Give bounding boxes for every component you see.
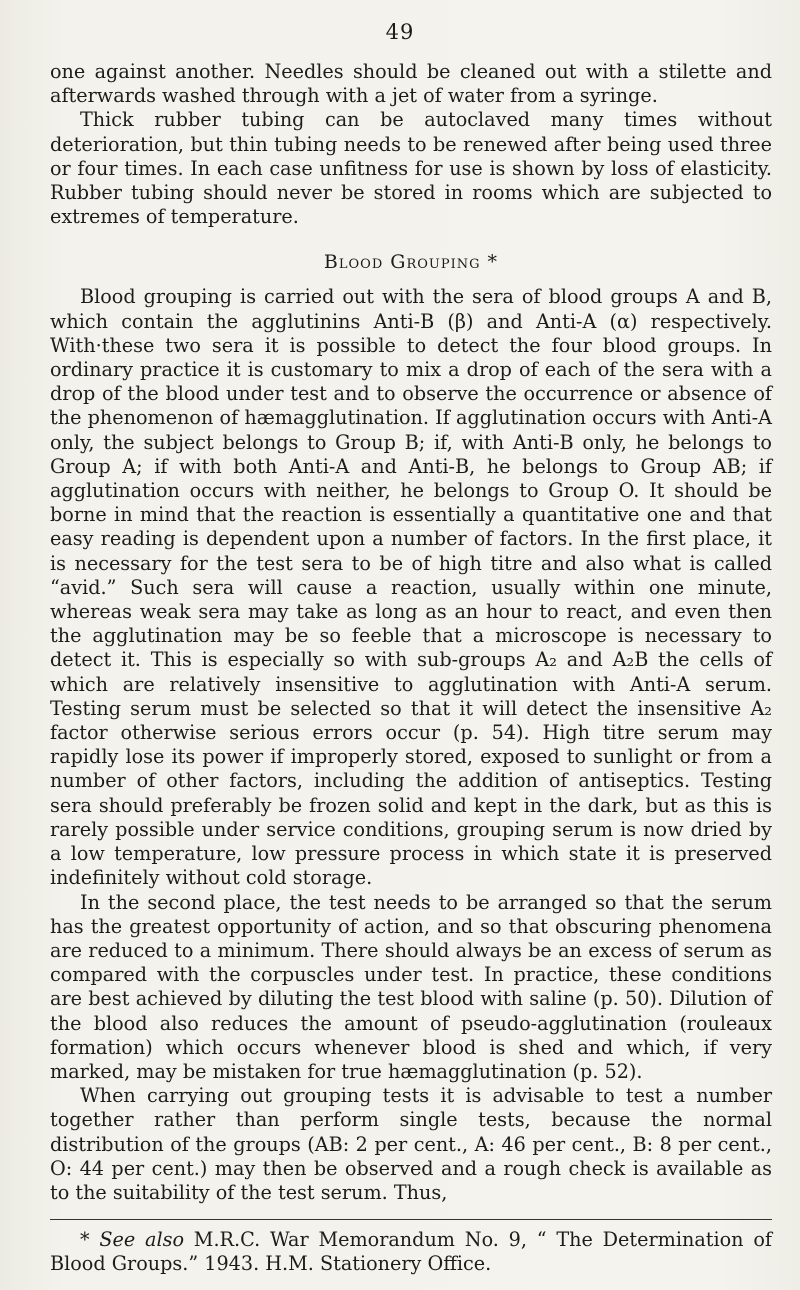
paragraph-rubber-tubing: Thick rubber tubing can be autoclaved many times without deterioration, but thin tubing needs to be renewed after being used three or four times. In each case unfitness for use is shown by loss of elasticity. Rubber tubing should never be stored in rooms which are subjected to extremes of temperature. <box>50 108 772 229</box>
page-number: 49 <box>385 20 415 44</box>
footnote <box>50 1228 772 1276</box>
section-heading-blood-grouping: Blood Grouping * <box>323 251 499 274</box>
paragraph-blood-grouping: Blood grouping is carried out with the sera of blood groups A and B, which contain the agglutinins Anti-B (β) and Anti-A (α) respectively. With·these two sera it is possible to detect the four blood groups. In ordinary practice it is customary to mix a drop of each of the sera with a drop of the blood under test and to observe the occurrence or absence of the phenomenon of hæmagglutination. If agglutination occurs with Anti-A only, the subject belongs to Group B; if, with Anti-B only, he belongs to Group A; if with both Anti-A and Anti-B, he belongs to Group AB; if agglutination occurs with neither, he belongs to Group O. It should be borne in mind that the reaction is essentially a quantitative one and that easy reading is dependent upon a number of factors. In the first place, it is necessary for the test sera to be of high titre and also what is called “avid.” Such sera will cause a reaction, usually within one minute, whereas weak sera may take as long as an hour to react, and even then the agglutination may be so feeble that a microscope is necessary to detect it. This is especially so with sub-groups A₂ and A₂B the cells of which are relatively insensitive to agglutination with Anti-A serum. Testing serum must be selected so that it will detect the insensitive A₂ factor otherwise serious errors occur (p. 54). High titre serum may rapidly lose its power if improperly stored, exposed to sunlight or from a number of other factors, including the addition of antiseptics. Testing sera should preferably be frozen solid and kept in the dark, but as this is rarely possible under service conditions, grouping serum is now dried by a low temperature, low pressure process in which state it is preserved indefinitely without cold storage. <box>50 285 772 890</box>
paragraph-second-place: In the second place, the test needs to be arranged so that the serum has the greatest opportunity of action, and so that obscuring phenomena are reduced to a minimum. There should always be an excess of serum as compared with the corpuscles under test. In practice, these conditions are best achieved by diluting the test blood with saline (p. 50). Dilution of the blood also reduces the amount of pseudo-agglutination (rouleaux formation) which occurs whenever blood is shed and which, if very marked, may be mistaken for true hæmagglutination (p. 52). <box>50 890 772 1083</box>
footnote-marker: * <box>80 1228 100 1252</box>
paragraph-grouping-tests: When carrying out grouping tests it is advisable to test a number together rather than perform single tests, because the normal distribution of the groups (AB: 2 per cent., A: 46 per cent., B: 8 per cent., O: 44 per cent.) may then be observed and a rough check is available as to the suitability of the test serum. Thus, <box>50 1084 772 1204</box>
footnote-text: M.R.C. War Memorandum No. 9, “ The Determination of Blood Groups.” 1943. H.M. Stationery Office. <box>50 1228 772 1276</box>
footnote-divider <box>50 1219 772 1220</box>
paragraph-stilette: one against another. Needles should be cleaned out with a stilette and afterwards washed through with a jet of water from a syringe. <box>50 60 772 108</box>
footnote-see-also: See also <box>99 1228 185 1252</box>
page-body <box>50 60 772 1276</box>
